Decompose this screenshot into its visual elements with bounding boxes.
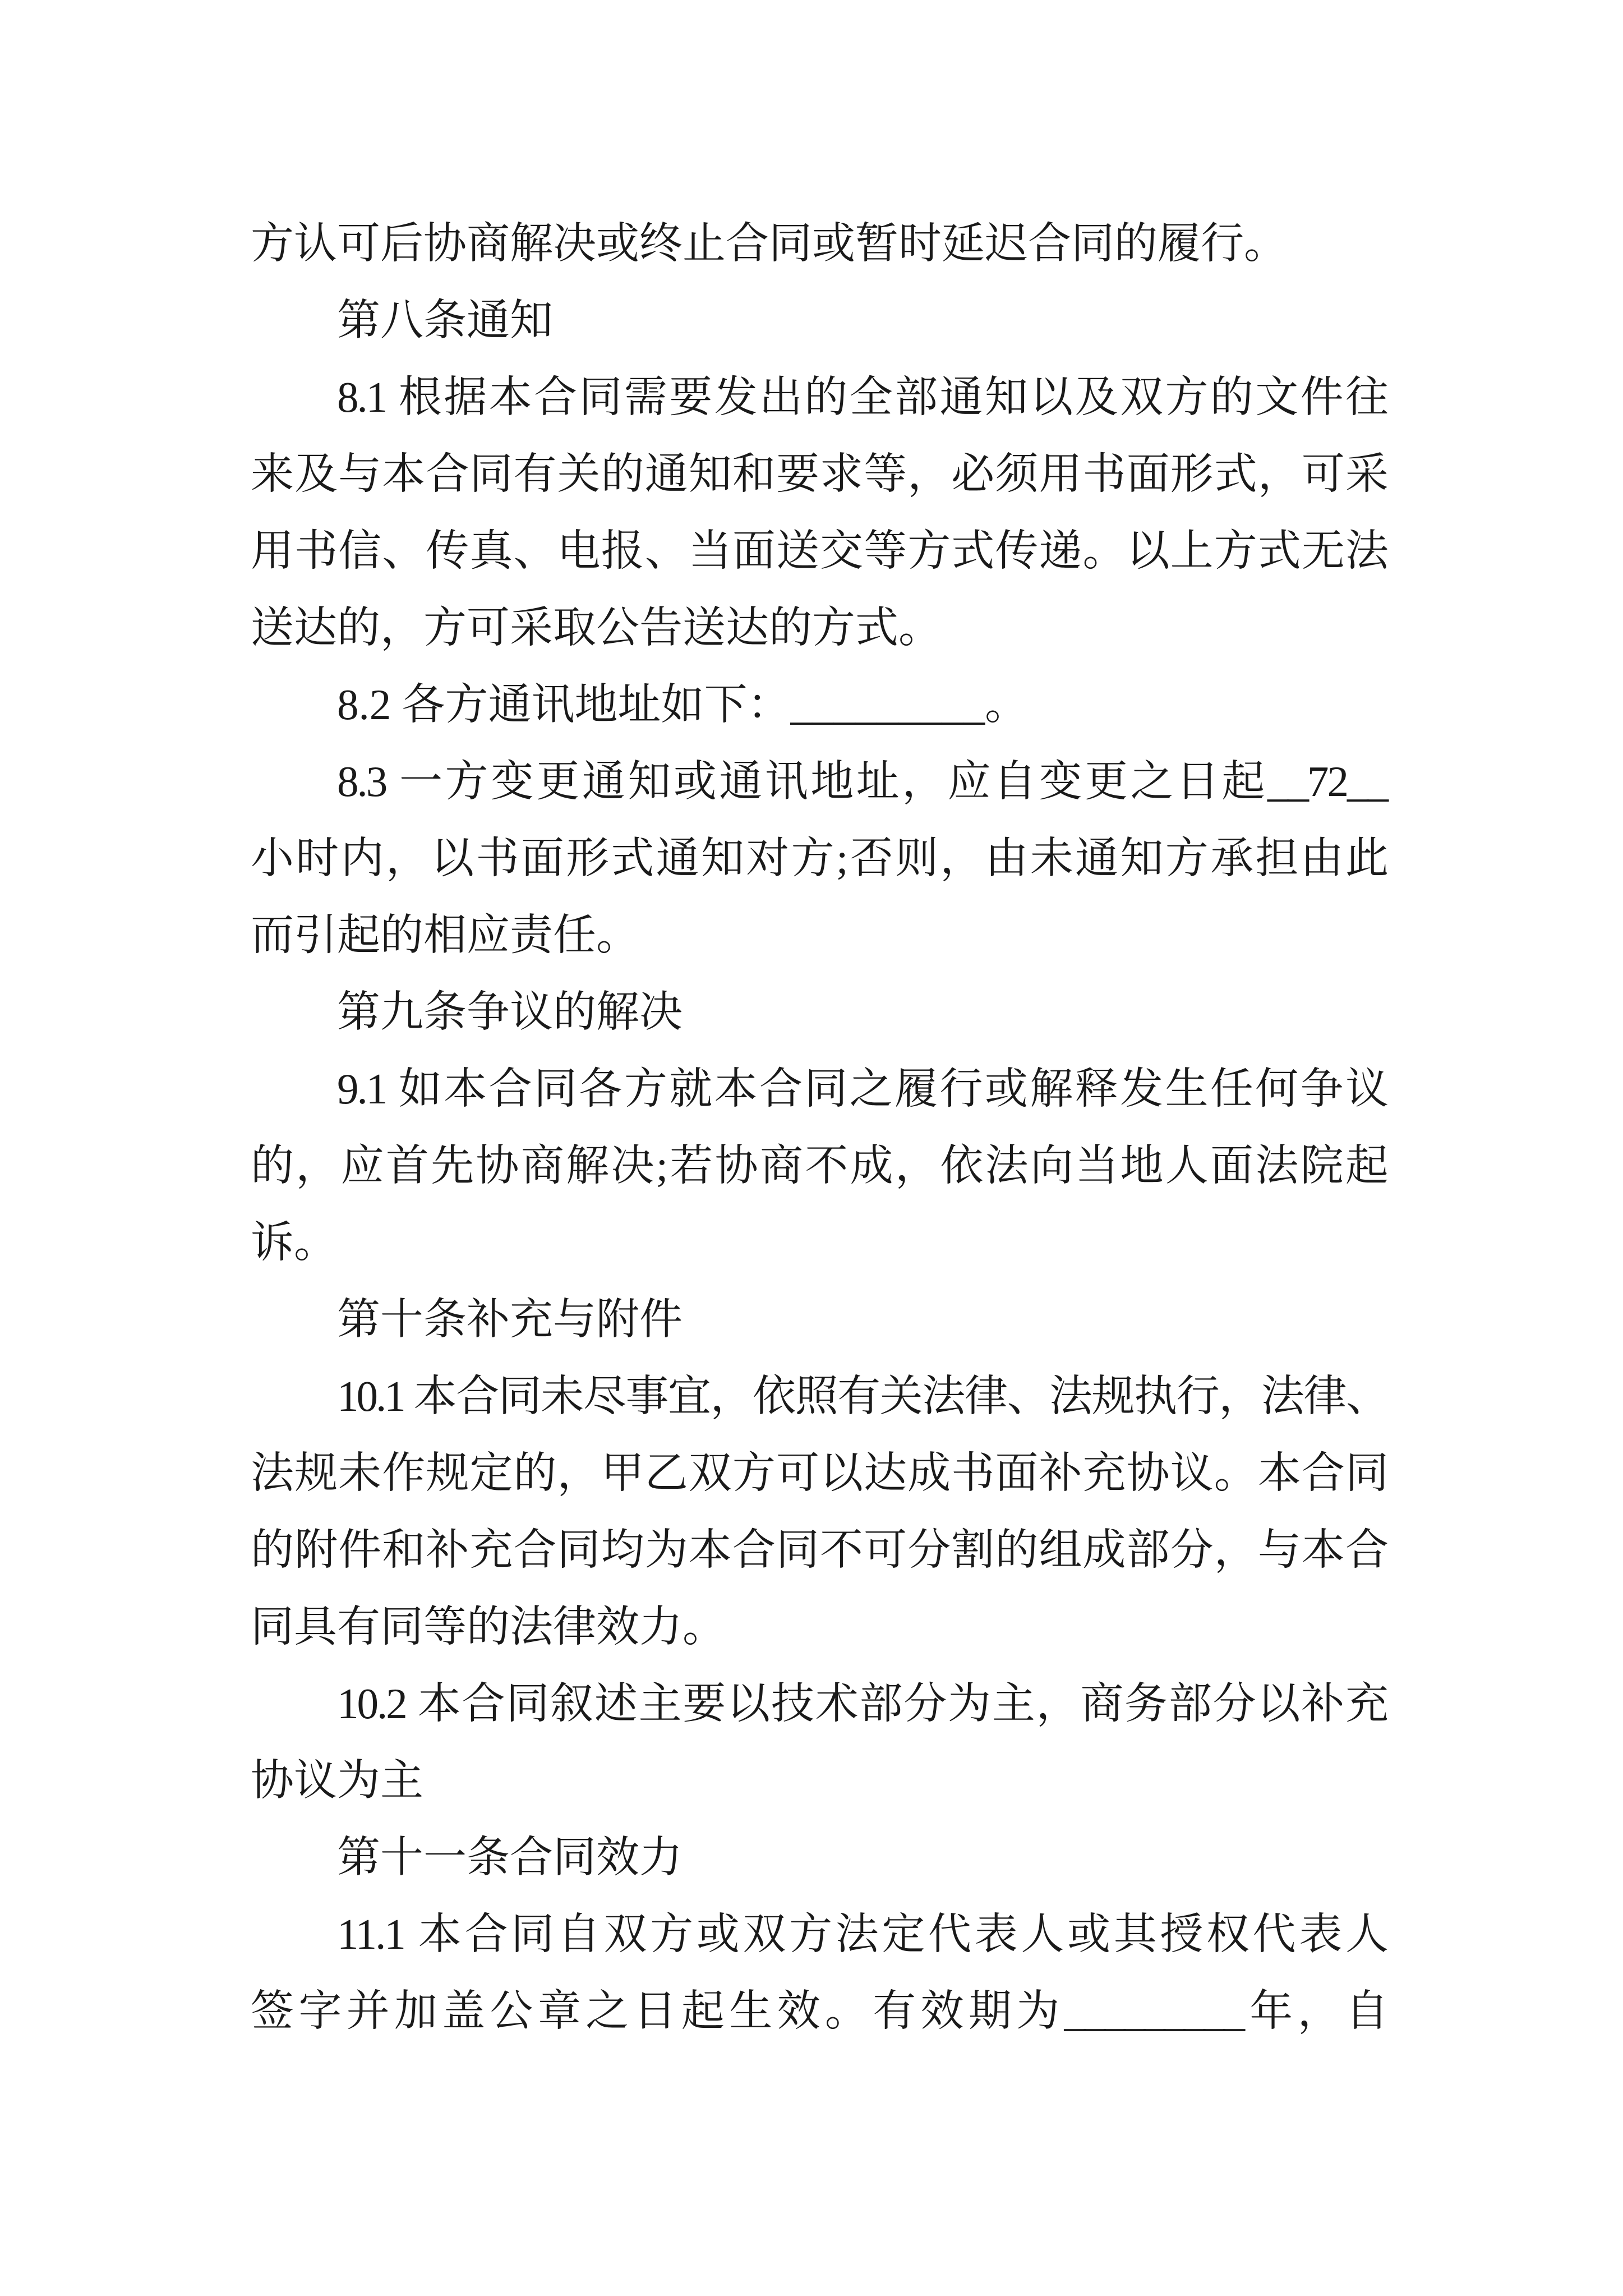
article-heading: 第八条通知: [337, 296, 553, 344]
clause-8-3: [251, 743, 1387, 974]
article-8: [251, 282, 1387, 974]
clause-line: 来及与本合同有关的通知和要求等，必须用书面形式，可采: [251, 450, 1387, 498]
clause-line: 8.2 各方通讯地址如下：_________。: [337, 680, 1028, 729]
clause-line: 8.1 根据本合同需要发出的全部通知以及双方的文件往: [337, 373, 1387, 421]
clause-line: 协议为主: [251, 1756, 423, 1805]
clause-9-1: [251, 1051, 1387, 1281]
clause-line: 8.3 一方变更通知或通讯地址，应自变更之日起__72__: [337, 757, 1387, 806]
clause-line: 10.2 本合同叙述主要以技术部分为主，商务部分以补充: [337, 1680, 1387, 1728]
clause-10-1: [251, 1358, 1387, 1665]
clause-line: 9.1 如本合同各方就本合同之履行或解释发生任何争议: [337, 1065, 1387, 1113]
clause-10-2: [251, 1665, 1387, 1819]
article-heading: 第十条补充与附件: [337, 1295, 683, 1343]
clause-line: 用书信、传真、电报、当面送交等方式传递。以上方式无法: [251, 527, 1387, 575]
article-heading: 第十一条合同效力: [337, 1833, 683, 1881]
article-10: [251, 1281, 1387, 1819]
clause-line: 签字并加盖公章之日起生效。有效期为_________年，自: [251, 1987, 1387, 2035]
clause-line: 10.1 本合同未尽事宜，依照有关法律、法规执行，法律、: [337, 1372, 1387, 1420]
clause-8-2: [251, 666, 1387, 743]
clause-11-1: [251, 1896, 1387, 2050]
clause-line: 的，应首先协商解决;若协商不成，依法向当地人面法院起: [251, 1142, 1387, 1190]
clause-line: 的附件和补充合同均为本合同不可分割的组成部分，与本合: [251, 1526, 1387, 1574]
clause-line: 小时内，以书面形式通知对方;否则，由未通知方承担由此: [251, 834, 1387, 882]
carryover-line: 方认可后协商解决或终止合同或暂时延迟合同的履行。: [251, 219, 1287, 268]
article-9: [251, 974, 1387, 1281]
clause-line: 同具有同等的法律效力。: [251, 1603, 726, 1651]
clause-8-1: [251, 359, 1387, 666]
clause-line: 11.1 本合同自双方或双方法定代表人或其授权代表人: [337, 1910, 1387, 1958]
clause-line: 诉。: [251, 1218, 337, 1267]
clause-line: 而引起的相应责任。: [251, 911, 639, 959]
clause-line: 法规未作规定的，甲乙双方可以达成书面补充协议。本合同: [251, 1449, 1387, 1497]
article-11: [251, 1819, 1387, 2050]
contract-body: [251, 205, 1387, 2050]
article-heading: 第九条争议的解决: [337, 988, 683, 1036]
clause-line: 送达的，方可采取公告送达的方式。: [251, 604, 942, 652]
